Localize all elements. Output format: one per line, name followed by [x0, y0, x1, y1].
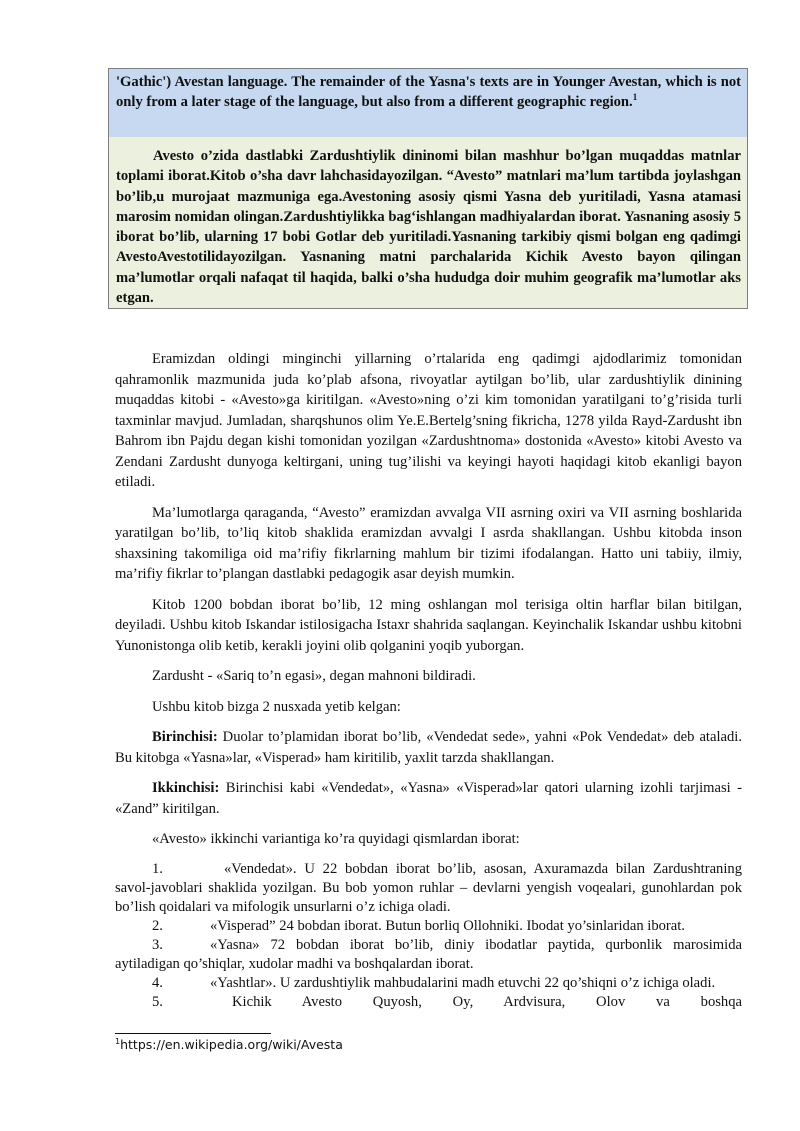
paragraph: Ushbu kitob bizga 2 nusxada yetib kelgan: — [152, 698, 401, 715]
english-excerpt — [109, 69, 747, 137]
list-item — [115, 936, 742, 974]
uzbek-summary: Avesto o’zida dastlabki Zardushtiylik dininomi bilan mashhur bo’lgan muqaddas matnlar toplami iborat.Kitob o’sha davr lahchasidayozilgan. “Avesto” matnlari ma’lum tartibda joylashgan bo’lib,u murojaat mazmuniga ega.Avestoning asosiy qismi Yasna deb yuritiladi, Yasna atamasi marosim nomidan olingan.Zardushtiylikka bag‘ishlangan madhiyalardan iborat. Yasnaning asosiy 5 iborat bo’lib, ularning 17 bobi Gotlar deb yuritiladi.Yasnaning tarkibiy qismi bolgan eng qadimgi AvestoAvestotilidayozilgan. Yasnaning matni parchalarida Kichik Avesto bayon qilingan ma’lumotlar orqali nafaqat til haqida, balki o’sha hududga doir muhim geografik ma’lumotlar aks etgan. — [109, 137, 747, 308]
list-item — [115, 860, 742, 917]
paragraph: Eramizdan oldingi minginchi yillarning o’rtalarida eng qadimgi ajdodlarimiz tomonidan qahramonlik mazmunida juda ko’plab afsona, rivoyatlar aytilgan bo’lib, ular zardushtiylik dinining muqaddas kitobi - «Avesto»ga kiritilgan. «Avesto»ning o’zi kim tomonidan yaratilgani to’g’risida turli taxminlar mavjud. Jumladan, sharqshunos olim Ye.E.Bertelg’sning fikricha, 1278 yilda Rayd-Zardusht ibn Bahrom ibn Pajdu degan kishi tomonidan yozilgan «Zardushtnoma» dostonida «Avesto» kitobi Avesto va Zendani Zardusht dunyoga keltirgani, uning tug’ilishi va keyingi hayoti haqidagi kitob ekanligi bayon etiladi. — [115, 351, 742, 490]
list-number: 4. — [152, 975, 163, 992]
list-number: 2. — [152, 917, 163, 934]
list-item-text: «Yashtlar». U zardushtiylik mahbudalarini madh etuvchi 22 qo’shiqni o’z ichiga oladi. — [210, 975, 716, 992]
bold-label: Ikkinchisi: — [152, 780, 220, 796]
list-item-text: Kichik Avesto Quyosh, Oy, Ardvisura, Olov va boshqa — [232, 994, 742, 1011]
paragraph: Kitob 1200 bobdan iborat bo’lib, 12 ming oshlangan mol terisiga oltin harflar bilan bitilgan, deyiladi. Ushbu kitob Iskandar istilosigacha Istaxr shahrida saqlangan. Keyinchalik Iskandar ushbu kitobni Yunonistonga olib ketib, kerakli joyini olib qolganini yoqib yuborgan. — [115, 596, 742, 654]
body-text — [115, 349, 742, 1012]
paragraph-text: Duolar to’plamidan iborat bo’lib, «Vendedat sede», yahni «Pok Vendedat» deb ataladi. Bu kitobga «Yasna»lar, «Visperad» ham kiritilib, yaxlit tarzda shakllangan. — [115, 729, 742, 766]
paragraph — [115, 727, 742, 768]
numbered-list — [115, 860, 742, 1013]
list-number: 3. — [152, 936, 163, 953]
paragraph: Zardusht - «Sariq to’n egasi», degan mahnoni bildiradi. — [152, 668, 476, 684]
list-item-text: «Vendedat». U 22 bobdan iborat bo’lib, asosan, Axuramazda bilan Zardushtraning savol-javoblari shaklida yozilgan. Bu bob yomon ruhlar – devlarni yengish voqealari, gunohlardan pok bo’lish qoidalari va mifologik unsurlarni o’z ichiga oladi. — [115, 860, 742, 915]
paragraph — [115, 778, 742, 819]
list-item — [115, 993, 742, 1012]
paragraph: «Avesto» ikkinchi variantiga ko’ra quyidagi qismlardan iborat: — [152, 831, 520, 847]
paragraph: Ma’lumotlarga qaraganda, “Avesto” eramizdan avvalga VII asrning oxiri va VII asrning boshlarida yaratilgan bo’lib, to’liq kitob shaklida eramizdan avvalgi I asrda shakllangan. Ushbu kitobda inson shaxsining takomiliga oid ma’rifiy fikrlarning mahlum bir tizimi ifodalangan. Hatto uni tabiiy, ilmiy, ma’rifiy fikrlar to’plangan dastlabki pedagogik asar deyish mumkin. — [115, 504, 742, 582]
footnote-reference[interactable]: 1 — [632, 92, 638, 103]
list-number: 1. — [152, 860, 163, 877]
list-item — [115, 974, 742, 993]
footnote — [115, 1037, 343, 1053]
english-excerpt-text: 'Gathic') Avestan language. The remainder of the Yasna's texts are in Younger Avestan, which is not only from a later stage of the language, but also from a different geographic region. — [116, 74, 741, 111]
list-item-text: «Visperad” 24 bobdan iborat. Butun borliq Ollohniki. Ibodat yo’sinlaridan iborat. — [210, 917, 685, 934]
footnote-link[interactable]: https://en.wikipedia.org/wiki/Avesta — [120, 1037, 343, 1052]
list-item — [115, 917, 742, 936]
highlighted-box — [108, 68, 748, 309]
list-item-text: «Yasna» 72 bobdan iborat bo’lib, diniy ibodatlar paytida, qurbonlik marosimida aytiladigan qo’shiqlar, xudolar madhi va boshqalardan iborat. — [115, 936, 742, 972]
footnote-mark: 1 — [115, 1036, 121, 1046]
footnote-separator — [115, 1033, 271, 1034]
paragraph-text: Birinchisi kabi «Vendedat», «Yasna» «Visperad»lar qatori ularning izohli tarjimasi - «Zand” kiritilgan. — [115, 780, 742, 817]
list-number: 5. — [152, 994, 163, 1011]
bold-label: Birinchisi: — [152, 729, 218, 745]
